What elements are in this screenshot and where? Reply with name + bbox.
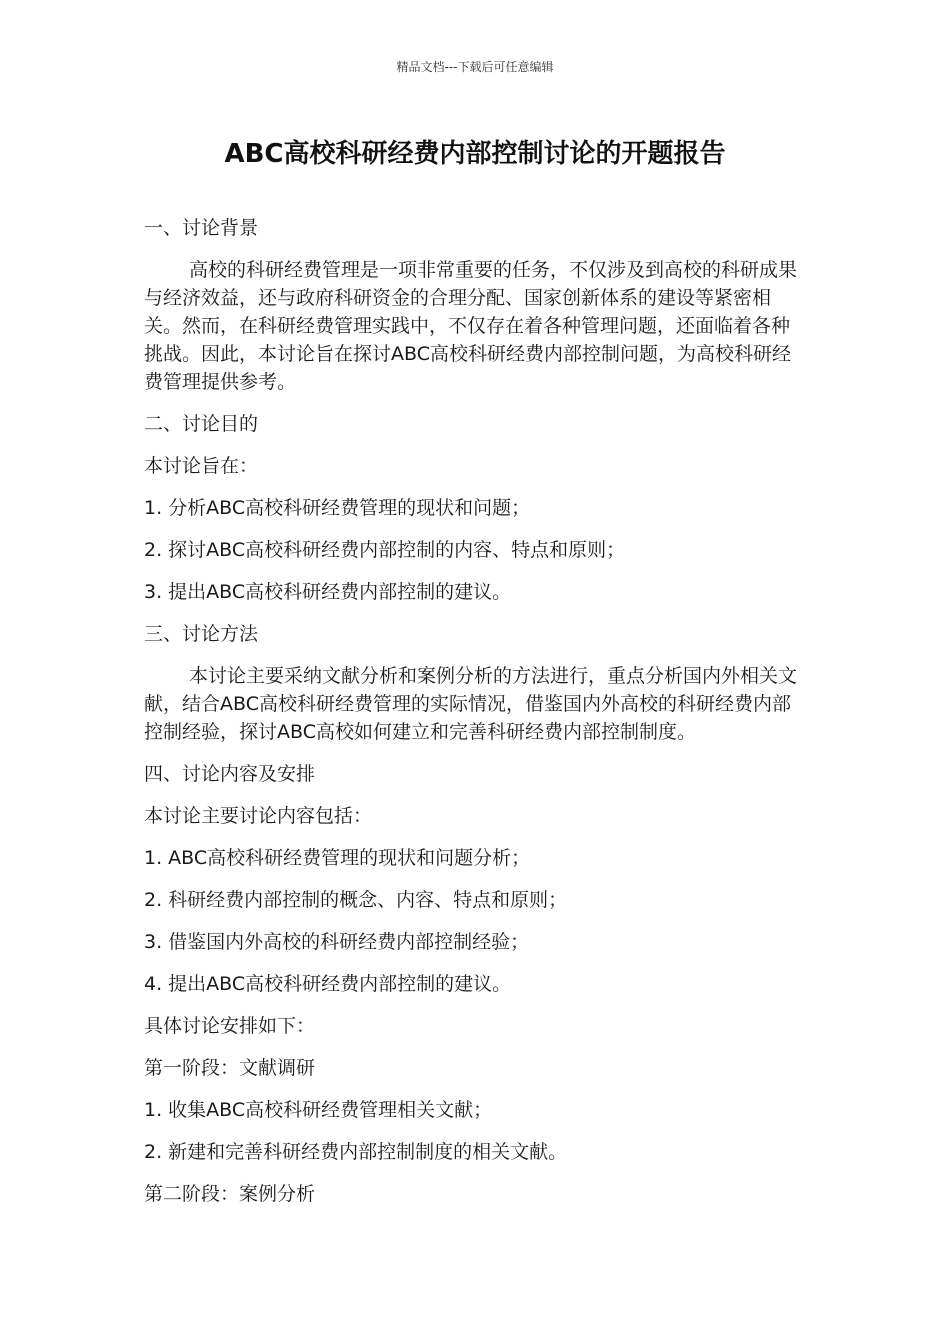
document-title: ABC高校科研经费内部控制讨论的开题报告 xyxy=(224,139,726,169)
section-heading-method: 三、讨论方法 xyxy=(144,623,259,645)
document-body xyxy=(144,214,800,1222)
stage2-heading: 第二阶段：案例分析 xyxy=(144,1183,316,1205)
section-heading-background: 一、讨论背景 xyxy=(144,217,259,239)
method-paragraph: 本讨论主要采纳文献分析和案例分析的方法进行，重点分析国内外相关文献，结合ABC高校科研经费管理的实际情况，借鉴国内外高校的科研经费内部控制经验，探讨ABC高校如何建立和完善科研经费内部控制制度。 xyxy=(144,665,798,743)
content-item-3: 3. 借鉴国内外高校的科研经费内部控制经验； xyxy=(144,931,530,953)
header-note: 精品文档---下载后可任意编辑 xyxy=(396,60,554,74)
purpose-item-2: 2. 探讨ABC高校科研经费内部控制的内容、特点和原则； xyxy=(144,539,626,561)
content-intro: 本讨论主要讨论内容包括： xyxy=(144,805,373,827)
stage1-item-1: 1. 收集ABC高校科研经费管理相关文献； xyxy=(144,1099,493,1121)
section-heading-content: 四、讨论内容及安排 xyxy=(144,763,316,785)
section-heading-purpose: 二、讨论目的 xyxy=(144,413,259,435)
content-item-4: 4. 提出ABC高校科研经费内部控制的建议。 xyxy=(144,973,512,995)
purpose-item-3: 3. 提出ABC高校科研经费内部控制的建议。 xyxy=(144,581,512,603)
content-item-1: 1. ABC高校科研经费管理的现状和问题分析； xyxy=(144,847,531,869)
background-paragraph: 高校的科研经费管理是一项非常重要的任务，不仅涉及到高校的科研成果与经济效益，还与政府科研资金的合理分配、国家创新体系的建设等紧密相关。然而，在科研经费管理实践中，不仅存在着各种管理问题，还面临着各种挑战。因此，本讨论旨在探讨ABC高校科研经费内部控制问题，为高校科研经费管理提供参考。 xyxy=(144,259,798,393)
stage1-item-2: 2. 新建和完善科研经费内部控制制度的相关文献。 xyxy=(144,1141,568,1163)
schedule-intro: 具体讨论安排如下： xyxy=(144,1015,316,1037)
stage1-heading: 第一阶段：文献调研 xyxy=(144,1057,316,1079)
content-item-2: 2. 科研经费内部控制的概念、内容、特点和原则； xyxy=(144,889,568,911)
purpose-item-1: 1. 分析ABC高校科研经费管理的现状和问题； xyxy=(144,497,531,519)
purpose-intro: 本讨论旨在： xyxy=(144,455,259,477)
